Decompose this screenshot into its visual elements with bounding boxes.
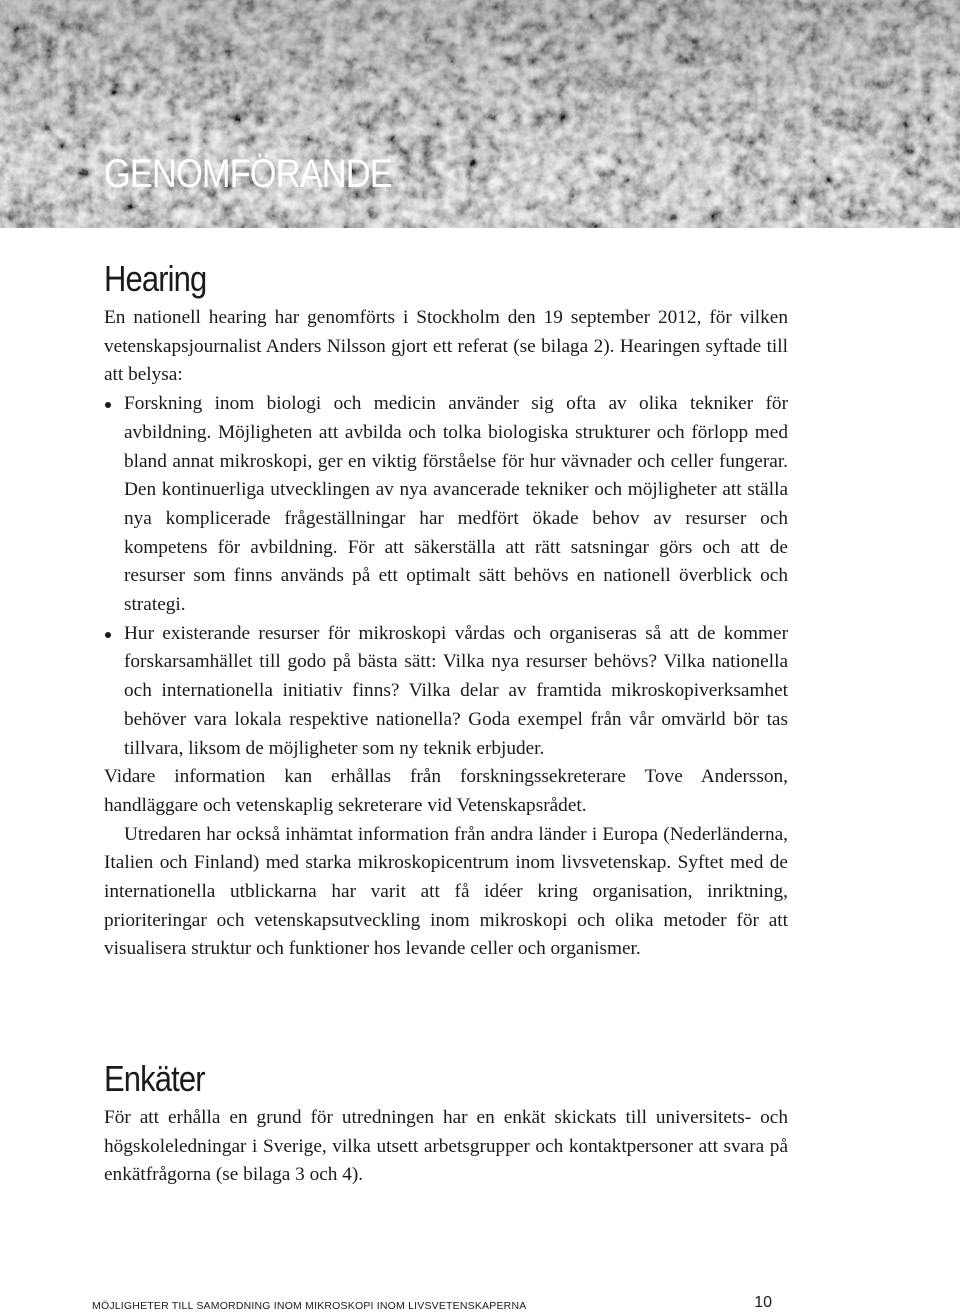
hearing-international-paragraph: Utredaren har också inhämtat information från andra länder i Europa (Nederländerna, Italien och Finland) med starka mikroskopicentrum inom livsvetenskap. Syftet med de internationella utblickarna har varit att få idéer kring organisation, inriktning, prioriteringar och vetenskapsutveckling inom mikroskopi och olika metoder för att visualisera struktur och funktioner hos levande celler och organismer. <box>104 823 788 960</box>
header-banner <box>0 0 960 228</box>
bullet-icon <box>105 402 111 408</box>
page-footer <box>92 1294 772 1313</box>
section-heading-enkater: Enkäter <box>104 1058 205 1099</box>
enkater-section <box>104 1104 788 1190</box>
list-item <box>104 390 788 620</box>
bullet-icon <box>105 632 111 638</box>
bullet-text: Hur existerande resurser för mikroskopi vårdas och organiseras så att de kommer forskarsamhället till godo på bästa sätt: Vilka nya resurser behövs? Vilka nationella och internationella initiativ finns? Vilka delar av framtida mikroskopiverksamhet behöver vara lokala respektive nationella? Goda exempel från vår omvärld bör tas tillvara, liksom de möjligheter som ny teknik erbjuder. <box>124 622 788 759</box>
running-title: MÖJLIGHETER TILL SAMORDNING INOM MIKROSKOPI INOM LIVSVETENSKAPERNA <box>92 1300 527 1312</box>
section-heading-hearing: Hearing <box>104 258 207 299</box>
enkater-paragraph: För att erhålla en grund för utredningen har en enkät skickats till universitets- och högskoleledningar i Sverige, vilka utsett arbetsgrupper och kontaktpersoner att svara på enkätfrågorna (se bilaga 3 och 4). <box>104 1107 788 1186</box>
page-number: 10 <box>754 1294 772 1311</box>
hearing-section <box>104 304 788 964</box>
bullet-text: Forskning inom biologi och medicin använder sig ofta av olika tekniker för avbildning. Möjligheten att avbilda och tolka biologiska strukturer och förlopp med bland annat mikroskopi, ger en viktig förståelse för hur vävnader och celler fungerar. Den kontinuerliga utvecklingen av nya avancerade tekniker och möjligheter att ställa nya komplicerade frågeställningar har medfört ökade behov av resurser och kompetens för avbildning. För att säkerställa att rätt satsningar görs och att de resurser som finns används på ett optimalt sätt behövs en nationell överblick och strategi. <box>124 393 788 616</box>
hearing-bullet-list <box>104 390 788 763</box>
chapter-title: GENOMFÖRANDE <box>104 152 392 196</box>
list-item <box>104 620 788 764</box>
hearing-intro-paragraph: En nationell hearing har genomförts i Stockholm den 19 september 2012, för vilken vetenskapsjournalist Anders Nilsson gjort ett referat (se bilaga 2). Hearingen syftade till att belysa: <box>104 307 788 386</box>
hearing-contact-paragraph: Vidare information kan erhållas från forskningssekreterare Tove Andersson, handläggare och vetenskaplig sekreterare vid Vetenskapsrådet. <box>104 766 788 816</box>
